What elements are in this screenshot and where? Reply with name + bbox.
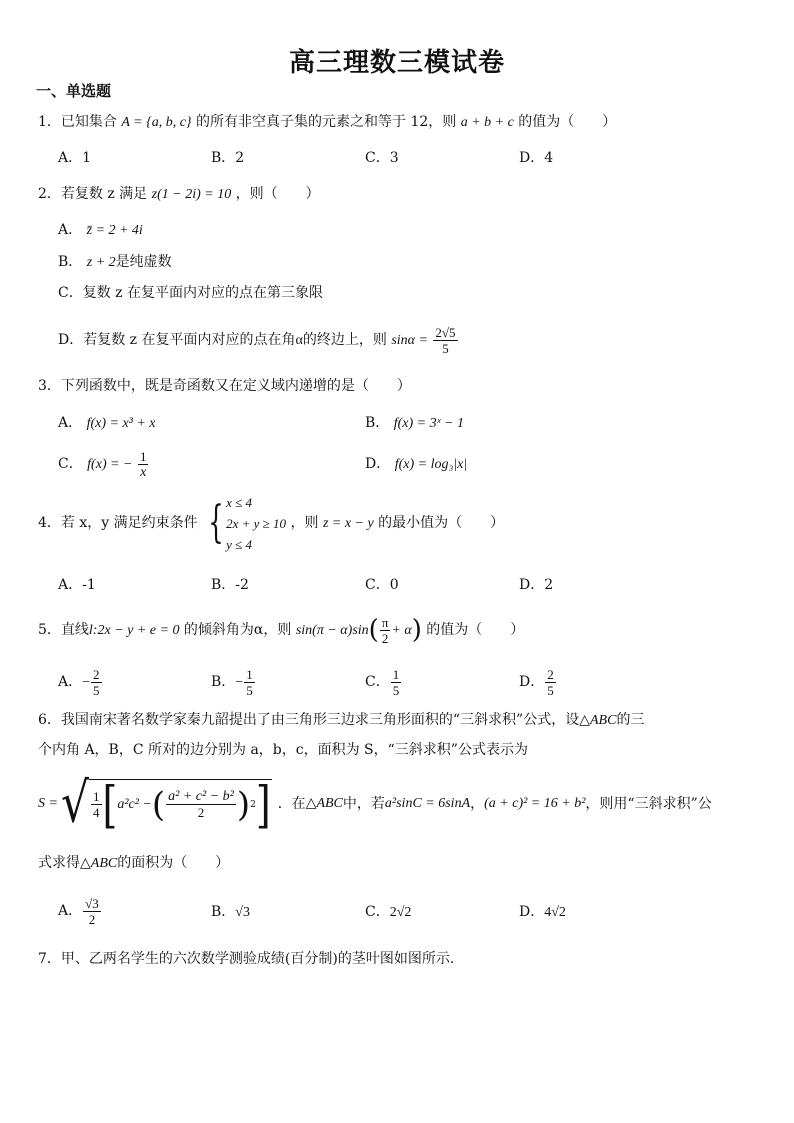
q4-option-a[interactable]: A．-1 <box>58 577 96 593</box>
q6-line1-end: 的三 <box>616 712 645 728</box>
q6-option-c-math: 2√2 <box>389 905 412 920</box>
fraction-denominator: 2 <box>88 911 96 927</box>
q6-line3-b: 中，若 <box>342 796 385 812</box>
q4-option-b[interactable]: B．-2 <box>211 577 249 593</box>
q1-option-d[interactable]: D．4 <box>519 150 554 166</box>
q3-option-b-label: B． <box>365 415 390 431</box>
q6-triangle-2: △ABC <box>305 796 343 811</box>
q3-option-a[interactable] <box>58 413 156 434</box>
question-4 <box>38 490 504 557</box>
q2-option-a[interactable] <box>58 220 143 241</box>
q6-line3-c: ， <box>470 796 485 812</box>
q2-option-a-math: z̄ = 2 + 4i <box>86 223 143 238</box>
fraction-numerator: 1 <box>139 448 147 464</box>
q1-option-b[interactable]: B．2 <box>211 150 245 166</box>
q6-line1-text: 6．我国南宋著名数学家秦九韶提出了由三角形三边求三角形面积的“三斜求积”公式，设 <box>38 712 580 728</box>
q4-option-c[interactable]: C．0 <box>365 577 399 593</box>
question-7: 7．甲、乙两名学生的六次数学测验成绩(百分制)的茎叶图如图所示. <box>38 951 455 967</box>
right-paren-icon: ) <box>236 784 251 825</box>
q6-line4-a: 式求得 <box>38 855 80 871</box>
q5-stem-mid: 的倾斜角为α，则 <box>183 622 292 638</box>
fraction-numerator: a² + c² − b² <box>168 789 234 804</box>
q2-stem-pre: 2．若复数 z 满足 <box>38 186 148 202</box>
left-paren-icon: ( <box>368 615 379 645</box>
q4-constraint-1: x ≤ 4 <box>226 494 252 510</box>
q5-expr-b: + α <box>391 623 412 638</box>
q5-option-c-label: C． <box>365 674 390 690</box>
q4-constraint-2: 2x + y ≥ 10 <box>226 515 287 531</box>
q6-triangle-3: △ABC <box>80 856 118 871</box>
q2-option-d-math: sinα = <box>391 333 428 348</box>
left-brace-icon: { <box>208 497 224 548</box>
q5-option-a-fraction <box>91 667 102 698</box>
q6-option-c-label: C． <box>365 904 390 920</box>
q1-set-expr: A = {a, b, c} <box>121 115 192 130</box>
q4-constraint-3: y ≤ 4 <box>226 536 252 552</box>
q6-line3-a: ．在 <box>277 796 306 812</box>
q5-pi-half-fraction <box>380 615 391 646</box>
q4-option-d[interactable]: D．2 <box>519 577 554 593</box>
fraction-denominator: 5 <box>93 682 100 698</box>
q5-option-b-sign: − <box>235 675 244 690</box>
q5-option-a-label: A． <box>58 674 83 690</box>
right-paren-icon: ) <box>411 615 422 645</box>
fraction-denominator: 2 <box>197 805 205 820</box>
q3-option-d-label: D． <box>365 456 391 472</box>
q5-stem-post: 的值为（ ） <box>426 622 525 638</box>
q5-stem-pre: 5．直线 <box>38 622 89 638</box>
q5-option-d[interactable] <box>519 664 557 700</box>
q3-option-d[interactable] <box>365 454 467 475</box>
q5-option-a-sign: − <box>82 675 91 690</box>
q3-option-c-fraction <box>138 449 149 480</box>
q2-option-b-label: B． <box>58 254 83 270</box>
q6-option-a-fraction <box>83 896 101 927</box>
q5-option-b-fraction <box>244 667 255 698</box>
q4-constraint-system <box>202 492 286 555</box>
q1-option-c[interactable]: C．3 <box>365 150 399 166</box>
fraction-denominator: 5 <box>442 340 449 356</box>
fraction-denominator: 5 <box>547 682 554 698</box>
q1-option-a[interactable]: A．1 <box>58 150 92 166</box>
q6-formula-lhs: S = <box>38 796 58 811</box>
q2-stem-post: ，则（ ） <box>235 186 320 202</box>
q3-option-d-math: f(x) = log₃|x| <box>394 457 468 472</box>
q1-stem-pre: 1．已知集合 <box>38 114 117 130</box>
q5-expr-a: sin(π − α)sin <box>295 623 369 638</box>
q1-sum-expr: a + b + c <box>460 115 514 130</box>
q1-stem-mid: 的所有非空真子集的元素之和等于 12，则 <box>196 114 457 130</box>
fraction-denominator: 4 <box>93 805 100 820</box>
q5-option-b[interactable] <box>211 664 256 701</box>
fraction-numerator: 1 <box>392 666 400 682</box>
q6-formula-a2c2: a²c² − <box>117 796 152 812</box>
question-6-line-4 <box>38 853 229 874</box>
square-exponent: 2 <box>250 799 256 810</box>
q3-option-a-math: f(x) = x³ + x <box>86 416 156 431</box>
question-3: 3．下列函数中，既是奇函数又在定义域内递增的是（ ） <box>38 378 411 394</box>
q5-line-equation: l:2x − y + e = 0 <box>88 623 180 638</box>
q4-stem-mid: ，则 <box>290 515 319 531</box>
q6-quarter-fraction <box>91 789 102 820</box>
question-6-line-1 <box>38 710 644 731</box>
q3-option-c[interactable] <box>58 446 149 483</box>
q2-option-a-label: A． <box>58 222 83 238</box>
exam-title: 高三理数三模试卷 <box>288 48 505 78</box>
q5-option-c-fraction <box>391 667 402 698</box>
q6-option-a[interactable] <box>58 892 102 930</box>
q3-option-b[interactable] <box>365 413 464 434</box>
question-6-line-3 <box>38 771 712 836</box>
fraction-numerator: √3 <box>85 895 99 911</box>
q3-option-b-math: f(x) = 3ˣ − 1 <box>393 416 465 431</box>
fraction-numerator: 1 <box>246 666 253 682</box>
q3-option-c-math: f(x) = − <box>87 457 133 472</box>
q6-sqrt-icon: √ <box>60 771 89 836</box>
fraction-denominator: 5 <box>392 682 400 698</box>
fraction-numerator: 1 <box>93 789 100 804</box>
q1-stem-post: 的值为（ ） <box>518 114 617 130</box>
q2-option-d-alpha: α <box>295 333 303 348</box>
fraction-denominator: x <box>140 464 147 480</box>
q6-line4-b: 的面积为（ ） <box>117 855 230 871</box>
q6-triangle-1: △ABC <box>579 713 617 728</box>
left-paren-icon: ( <box>151 784 166 825</box>
q2-option-d[interactable] <box>58 322 459 359</box>
q2-option-b[interactable] <box>58 252 172 273</box>
q2-option-d-pre: D．若复数 z 在复平面内对应的点在角 <box>58 332 296 348</box>
q5-option-b-label: B． <box>211 674 236 690</box>
q3-option-c-label: C． <box>58 456 83 472</box>
q6-line3-d: ，则用“三斜求积”公 <box>585 796 712 812</box>
q6-option-d-label: D． <box>519 904 545 920</box>
q6-option-c[interactable] <box>365 902 411 923</box>
question-1 <box>38 112 616 133</box>
left-bracket-icon: [ <box>102 775 118 834</box>
q4-stem-pre: 4．若 x，y 满足约束条件 <box>38 515 198 531</box>
fraction-numerator: 2 <box>547 666 554 682</box>
q6-option-b[interactable] <box>211 902 250 923</box>
q2-option-d-fraction <box>433 325 457 356</box>
q2-option-b-math: z + 2 <box>86 255 116 270</box>
fraction-denominator: 2 <box>381 630 389 646</box>
q5-option-d-label: D． <box>519 674 545 690</box>
q6-option-d[interactable] <box>519 902 566 923</box>
q6-condition-2: (a + c)² = 16 + b² <box>484 796 586 811</box>
fraction-numerator: 2√5 <box>435 324 456 340</box>
q6-option-d-math: 4√2 <box>544 905 566 920</box>
q5-option-a[interactable] <box>58 664 103 701</box>
q6-condition-1: a²sinC = 6sinA <box>384 796 471 811</box>
q2-option-c[interactable]: C．复数 z 在复平面内对应的点在第三象限 <box>58 285 323 301</box>
q6-inner-fraction <box>166 789 236 820</box>
q6-option-a-label: A． <box>58 903 83 919</box>
q6-option-b-label: B． <box>211 904 236 920</box>
question-2 <box>38 184 320 205</box>
right-bracket-icon: ] <box>255 775 271 834</box>
q5-option-c[interactable] <box>365 664 402 700</box>
q4-objective: z = x − y <box>322 516 374 531</box>
fraction-denominator: 5 <box>246 682 253 698</box>
q2-option-b-text: 是纯虚数 <box>115 254 172 270</box>
section-heading: 一、单选题 <box>36 82 112 100</box>
q6-sqrt-body <box>89 775 272 834</box>
q6-option-b-math: √3 <box>235 905 250 920</box>
q5-option-d-fraction <box>545 667 556 698</box>
fraction-numerator: π <box>381 614 389 630</box>
q2-equation: z(1 − 2i) = 10 <box>151 187 232 202</box>
question-6-line-2: 个内角 A，B，C 所对的边分别为 a，b，c，面积为 S，“三斜求积”公式表示为 <box>38 742 528 758</box>
q3-option-a-label: A． <box>58 415 83 431</box>
q2-option-d-mid: 的终边上，则 <box>302 332 387 348</box>
fraction-numerator: 2 <box>93 666 100 682</box>
q4-stem-post: 的最小值为（ ） <box>378 515 505 531</box>
question-5 <box>38 610 524 651</box>
